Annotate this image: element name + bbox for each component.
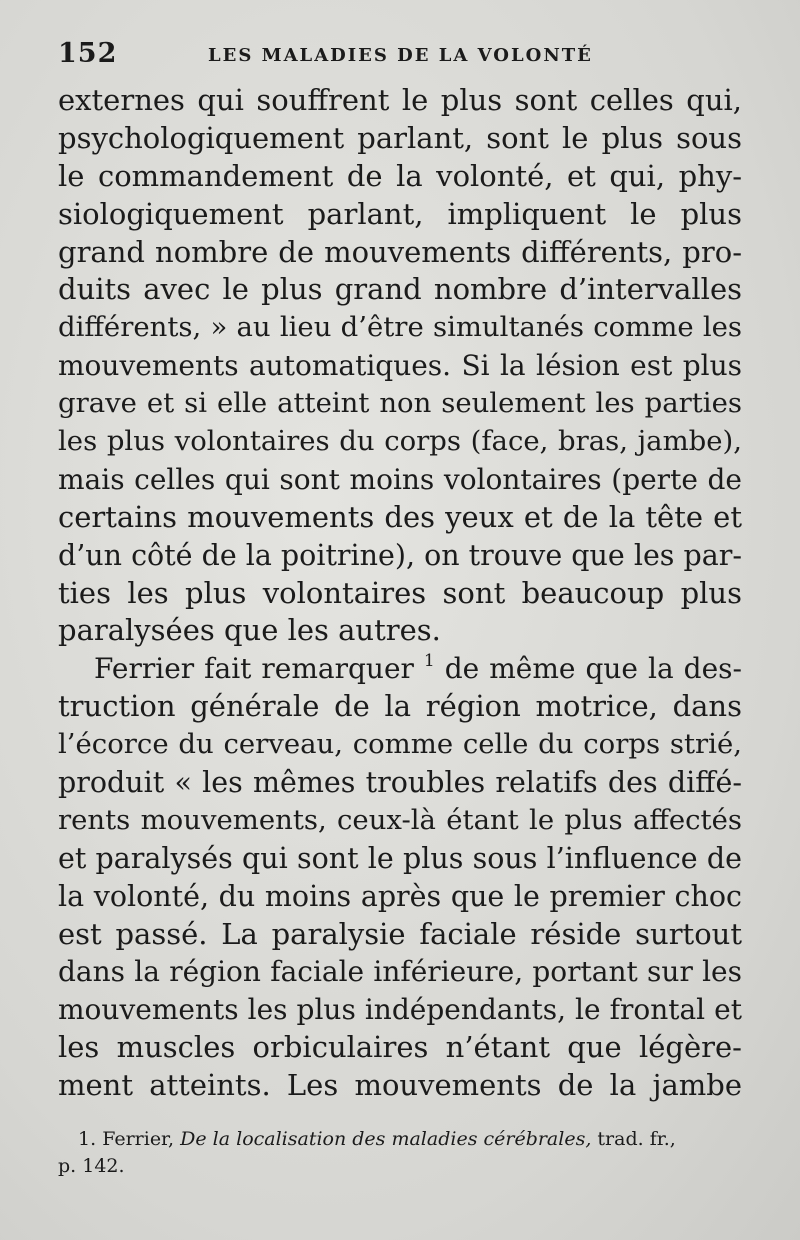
page-number: 152 <box>58 38 118 69</box>
text-line: duits avec le plus grand nombre d’intervalles <box>58 272 742 307</box>
text-line: certains mouvements des yeux et de la tête et <box>58 499 742 534</box>
footnote <box>58 1126 742 1180</box>
paragraph-start-line <box>58 650 742 688</box>
text-line: mouvements automatiques. Si la lésion est plus <box>58 349 742 383</box>
text-line: le commandement de la volonté, et qui, phy- <box>58 158 742 193</box>
footnote-author: Ferrier, <box>102 1128 175 1150</box>
text-line: est passé. La paralysie faciale réside surtout <box>58 916 742 951</box>
text-line: l’écorce du cerveau, comme celle du corps strié, <box>58 728 742 761</box>
text-line: siologiquement parlant, impliquent le plus <box>58 196 742 231</box>
footnote-number: 1. <box>78 1128 97 1150</box>
text-line: grave et si elle atteint non seulement les parties <box>58 387 742 420</box>
text-line: ment atteints. Les mouvements de la jambe <box>58 1068 742 1103</box>
text-line: les muscles orbiculaires n’étant que légère- <box>58 1030 742 1065</box>
text-line: d’un côté de la poitrine), on trouve que les par- <box>58 538 742 572</box>
footnote-page: p. 142. <box>58 1155 125 1177</box>
text-line: grand nombre de mouvements différents, pro- <box>58 234 742 269</box>
body-text <box>58 82 742 1105</box>
running-head: LES MALADIES DE LA VOLONTÉ <box>208 45 593 66</box>
line-text: de même que la des- <box>444 652 742 686</box>
footnote-line <box>58 1126 742 1153</box>
text-line: rents mouvements, ceux-là étant le plus affectés <box>58 803 742 836</box>
text-line: mais celles qui sont moins volontaires (perte de <box>58 462 742 496</box>
footnote-translation: trad. fr., <box>597 1128 676 1150</box>
paragraph-end-line: paralysées que les autres. <box>58 613 441 648</box>
footnote-reference: 1 <box>423 651 435 672</box>
text-line: la volonté, du moins après que le premier choc <box>58 879 742 913</box>
text-line: et paralysés qui sont le plus sous l’influence de <box>58 841 742 875</box>
text-line: mouvements les plus indépendants, le frontal et <box>58 993 742 1027</box>
line-text: Ferrier fait remarquer <box>94 652 414 686</box>
footnote-title: De la localisation des maladies cérébrales, <box>180 1128 592 1150</box>
text-line: les plus volontaires du corps (face, bras, jambe), <box>58 425 742 458</box>
text-line: psychologiquement parlant, sont le plus sous <box>58 120 742 155</box>
text-line: truction générale de la région motrice, dans <box>58 689 742 724</box>
text-line: différents, » au lieu d’être simultanés comme les <box>58 311 742 344</box>
text-line: dans la région faciale inférieure, portant sur les <box>58 955 742 989</box>
page-header <box>58 38 758 72</box>
text-line: produit « les mêmes troubles relatifs des diffé- <box>58 766 742 800</box>
text-line: ties les plus volontaires sont beaucoup plus <box>58 575 742 610</box>
text-line: externes qui souffrent le plus sont celles qui, <box>58 83 742 117</box>
